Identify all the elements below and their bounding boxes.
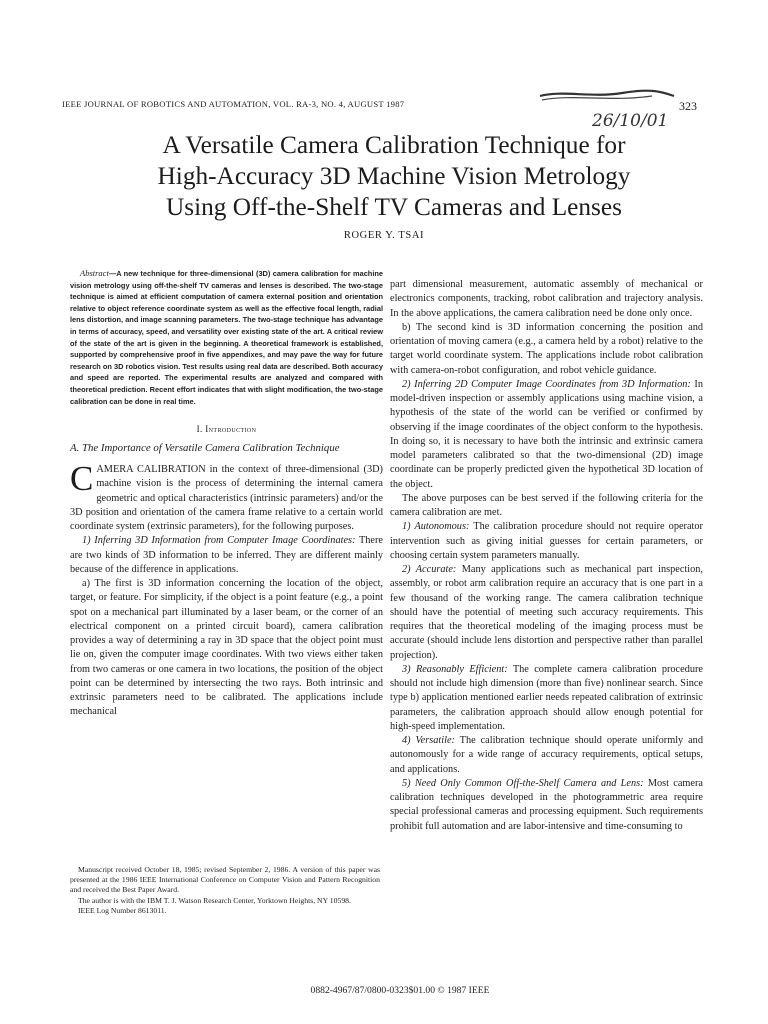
handwritten-annotation bbox=[532, 84, 682, 134]
footnote-received: Manuscript received October 18, 1985; revised September 2, 1986. A version of this paper was presented at the 1986 IEEE International Conference on Computer Vision and Pattern Recognition and received the Best Paper Award. bbox=[70, 865, 380, 895]
paper-title bbox=[40, 130, 748, 223]
title-line: A Versatile Camera Calibration Technique for bbox=[162, 131, 626, 159]
right-column bbox=[390, 278, 703, 834]
criteria-intro: The above purposes can be best served if the following criteria for the camera calibration are met. bbox=[390, 492, 703, 518]
criterion-efficient: 3) Reasonably Efficient: The complete camera calibration procedure should not include high dimension (more than five) nonlinear search. Since type b) application mentioned earlier needs repeated calibration of extrinsic parameters, the calibration approach should allow enough potential for high-speed implementation. bbox=[390, 663, 703, 732]
journal-header: IEEE JOURNAL OF ROBOTICS AND AUTOMATION, VOL. RA-3, NO. 4, AUGUST 1987 bbox=[62, 99, 405, 109]
abstract-lead: Abstract bbox=[80, 268, 109, 278]
intro-paragraph: CAMERA CALIBRATION in the context of three-dimensional (3D) machine vision is the process of determining the internal camera geometric and optical characteristics (intrinsic parameters) and/or the 3D position and orientation of the camera frame relative to a certain world coordinate system (extrinsic parameters), for the following purposes. bbox=[70, 459, 383, 533]
copyright-line: 0882-4967/87/0800-0323$01.00 © 1987 IEEE bbox=[310, 985, 490, 996]
abstract-text: —A new technique for three-dimensional (3D) camera calibration for machine vision metrology using off-the-shelf TV cameras and lenses is described. The two-stage technique is aimed at efficient computation of camera external position and orientation relative to object reference coordinate system as well as the effective focal length, radial lens distortion, and image scanning parameters. The two-stage technique has advantage in terms of accuracy, speed, and versatility over existing state of the art. A critical review of the state of the art is given in the beginning. A theoretical framework is established, supported by comprehensive proof in five appendixes, and may pave the way for future research on 3D robotics vision. Test results using real data are described. Both accuracy and speed are reported. The experimental results are analyzed and compared with theoretical prediction. Recent effort indicates that with slight modification, the two-stage calibration can be done in real time. bbox=[70, 269, 383, 406]
section-heading: I. Introduction bbox=[196, 424, 257, 435]
purpose-item-1: 1) Inferring 3D Information from Computer Image Coordinates: There are two kinds of 3D information to be inferred. They are different mainly because of the difference in applications. bbox=[70, 535, 383, 575]
footnote bbox=[70, 865, 380, 916]
footnote-log: IEEE Log Number 8613011. bbox=[78, 905, 167, 915]
drop-cap: C bbox=[70, 459, 94, 499]
purpose-item-1b: b) The second kind is 3D information concerning the position and orientation of moving camera (e.g., a camera held by a robot) relative to the target world coordinate system. The applications include robot calibration with camera-on-robot configuration, and robot vehicle guidance. bbox=[390, 321, 703, 376]
subsection-heading: A. The Importance of Versatile Camera Calibration Technique bbox=[70, 442, 340, 455]
title-line: High-Accuracy 3D Machine Vision Metrology bbox=[157, 162, 631, 190]
page-number: 323 bbox=[679, 99, 697, 113]
criterion-versatile: 4) Versatile: The calibration technique should operate uniformly and autonomously for a wide range of accuracy requirements, optical setups, and applications. bbox=[390, 735, 703, 775]
title-line: Using Off-the-Shelf TV Cameras and Lenses bbox=[166, 193, 622, 221]
criterion-autonomous: 1) Autonomous: The calibration procedure should not require operator intervention such as giving initial guesses for certain parameters, or choosing certain system parameters manually. bbox=[390, 521, 703, 561]
criterion-off-the-shelf: 5) Need Only Common Off-the-Shelf Camera and Lens: Most camera calibration techniques developed in the photogrammetric area require special professional cameras and processing equipment. Such requirements prohibit full automation and are labor-intensive and time-consuming to bbox=[390, 777, 703, 832]
author-name: ROGER Y. TSAI bbox=[343, 230, 425, 241]
purpose-item-2: 2) Inferring 2D Computer Image Coordinates from 3D Information: In model-driven inspection or assembly applications using machine vision, a hypothesis of the state of the world can be verified or confirmed by observing if the image coordinates of the object conform to the hypothesis. In doing so, it is necessary to have both the intrinsic and extrinsic camera model parameters calibrated so that the two-dimensional (2D) image coordinate can be properly predicted given the hypothetical 3D location of the object. bbox=[390, 378, 703, 490]
handwritten-date: 26/10/01 bbox=[592, 111, 669, 131]
left-column bbox=[70, 268, 383, 720]
purpose-item-1a: a) The first is 3D information concerning the location of the object, target, or feature. For simplicity, if the object is a point feature (e.g., a point spot on a mechanical part illuminated by a laser beam, or the corner of an electrical component on a printed circuit board), camera calibration provides a way of determining a ray in 3D space that the object point must lie on, given the computer image coordinates. With two views either taken from two cameras or one camera in two locations, the position of the object point can be determined by intersecting the two rays. Both intrinsic and extrinsic parameters need to be calibrated. The applications include mechanical bbox=[70, 578, 383, 718]
abstract bbox=[70, 268, 383, 407]
continued-paragraph: part dimensional measurement, automatic assembly of mechanical or electronics components, tracking, robot calibration and trajectory analysis. In the above applications, the camera calibration need be done only once. bbox=[390, 279, 703, 319]
footnote-affiliation: The author is with the IBM T. J. Watson Research Center, Yorktown Heights, NY 10598. bbox=[78, 895, 351, 905]
criterion-accurate: 2) Accurate: Many applications such as mechanical part inspection, assembly, or robot arm calibration require an accuracy that is one part in a few thousand of the working range. The camera calibration technique should have the potential of meeting such accuracy requirements. This requires that the theoretical modeling of the imaging process must be accurate (should include lens distortion and perspective rather than parallel projection). bbox=[390, 564, 703, 661]
